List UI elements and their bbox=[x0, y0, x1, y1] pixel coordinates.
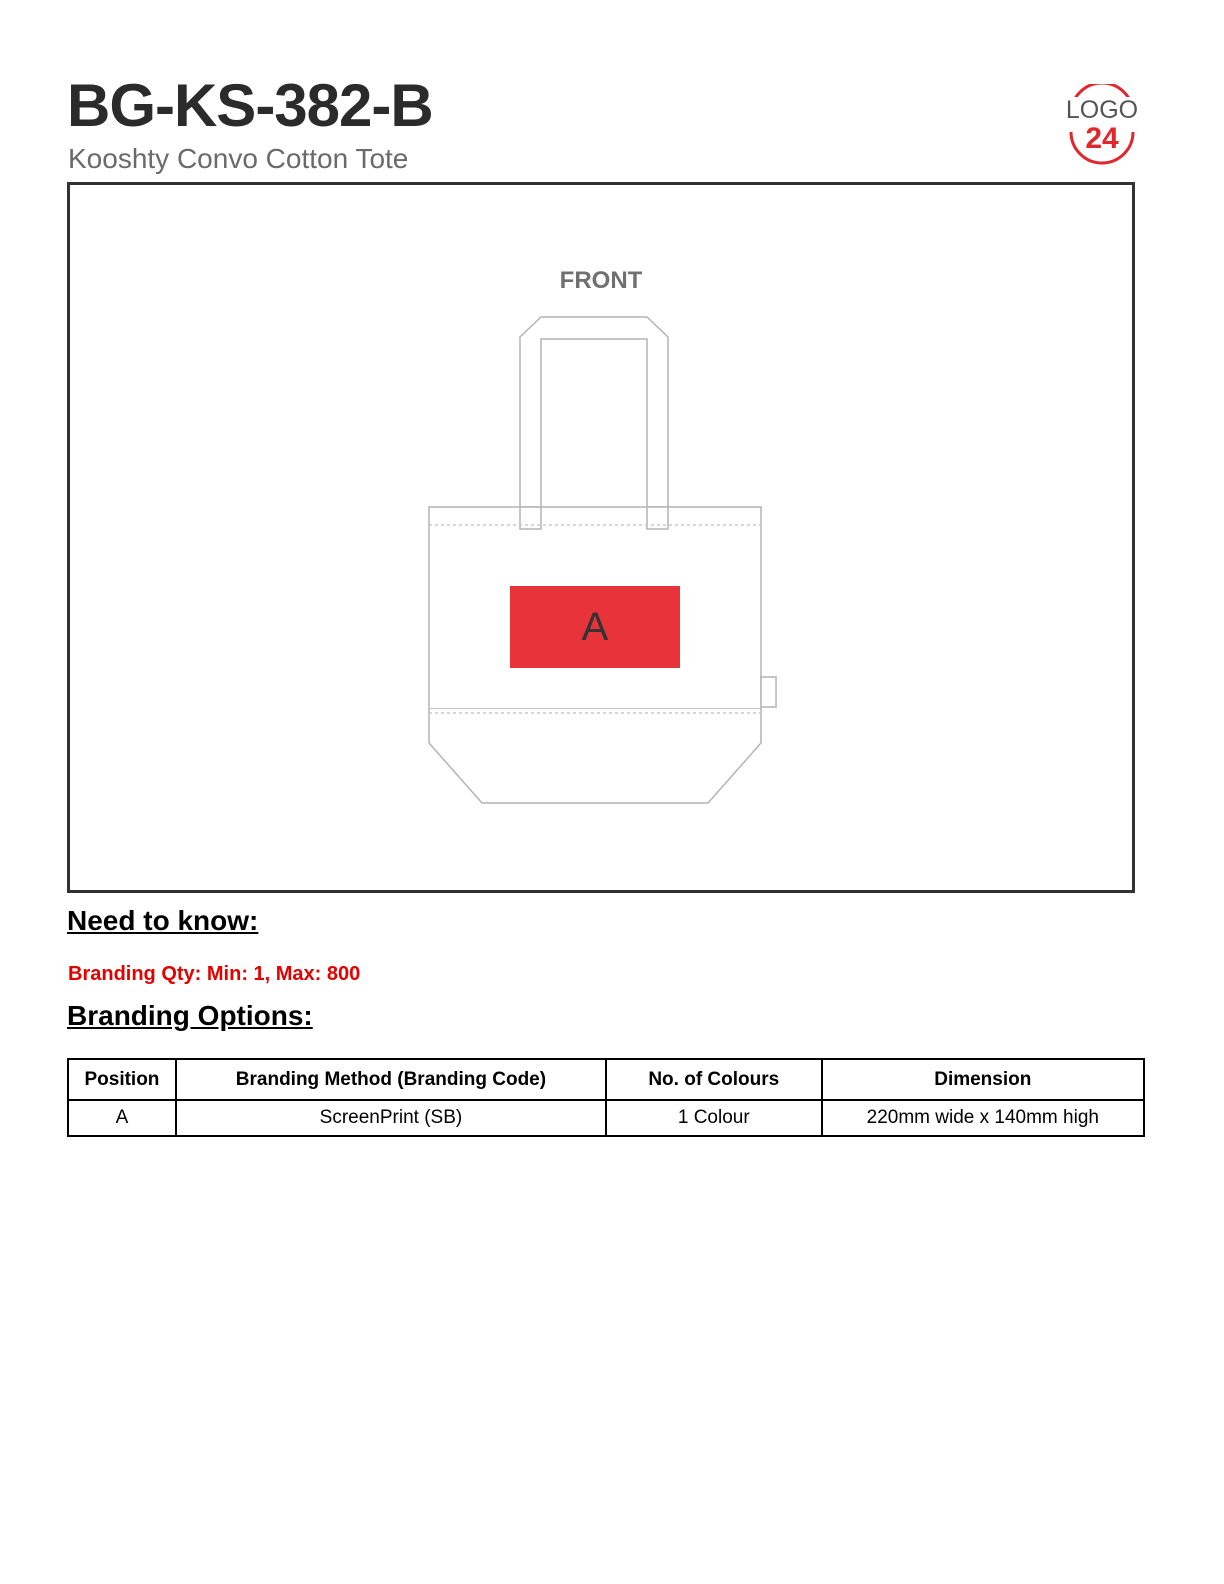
cell-position: A bbox=[68, 1100, 176, 1136]
tote-side-tab bbox=[761, 677, 776, 707]
branding-options-heading: Branding Options: bbox=[67, 1000, 313, 1031]
tote-handle-outer bbox=[520, 317, 668, 527]
table-header-row bbox=[68, 1059, 1144, 1100]
branding-options-table bbox=[67, 1058, 1145, 1137]
product-diagram-frame bbox=[67, 182, 1135, 893]
tote-handle-inner bbox=[541, 339, 647, 527]
need-to-know-heading: Need to know: bbox=[67, 905, 259, 936]
column-header-dimension: Dimension bbox=[822, 1059, 1144, 1100]
cell-dimension: 220mm wide x 140mm high bbox=[822, 1100, 1144, 1136]
tote-bottom bbox=[429, 709, 761, 803]
brand-logo bbox=[1062, 84, 1142, 168]
tote-bag-outline bbox=[70, 185, 1132, 890]
table-row bbox=[68, 1100, 1144, 1136]
logo-text-bottom: 24 bbox=[1085, 122, 1119, 155]
cell-colours: 1 Colour bbox=[606, 1100, 822, 1136]
product-name: Kooshty Convo Cotton Tote bbox=[68, 143, 409, 174]
column-header-colours: No. of Colours bbox=[606, 1059, 822, 1100]
position-letter: A bbox=[581, 604, 609, 649]
logo-text-top: LOGO bbox=[1065, 96, 1139, 124]
view-label: FRONT bbox=[559, 267, 643, 294]
product-code: BG-KS-382-B bbox=[67, 72, 433, 139]
branding-qty: Branding Qty: Min: 1, Max: 800 bbox=[68, 963, 361, 985]
column-header-position: Position bbox=[68, 1059, 176, 1100]
column-header-method: Branding Method (Branding Code) bbox=[176, 1059, 606, 1100]
cell-method: ScreenPrint (SB) bbox=[176, 1100, 606, 1136]
branding-position-a bbox=[510, 586, 680, 668]
